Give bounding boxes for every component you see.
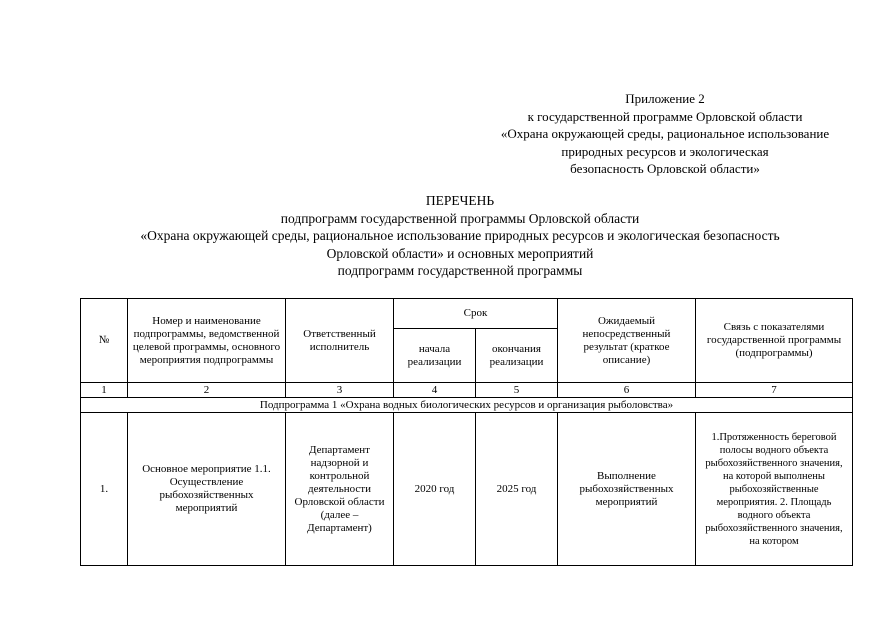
header-term: Срок bbox=[394, 299, 558, 329]
appendix-line: к государственной программе Орловской области bbox=[527, 108, 803, 124]
header-result: Ожидаемый непосредственный результат (краткое описание) bbox=[558, 299, 696, 383]
column-number: 4 bbox=[394, 383, 476, 398]
program-table bbox=[80, 298, 853, 566]
header-executor: Ответственный исполнитель bbox=[286, 299, 394, 383]
header-start: начала реализации bbox=[394, 329, 476, 383]
header-num: № bbox=[81, 299, 128, 383]
row-number: 1. bbox=[81, 413, 128, 566]
title-line: «Охрана окружающей среды, рациональное использование природных ресурсов и экологическая безопасность bbox=[140, 228, 780, 243]
column-number: 2 bbox=[128, 383, 286, 398]
row-name: Основное мероприятие 1.1. Осуществление рыбохозяйственных мероприятий bbox=[128, 413, 286, 566]
column-number: 7 bbox=[696, 383, 853, 398]
title-line: ПЕРЕЧЕНЬ bbox=[425, 193, 495, 208]
subprogram-title: Подпрограмма 1 «Охрана водных биологических ресурсов и организация рыболовства» bbox=[81, 398, 853, 413]
header-end: окончания реализации bbox=[476, 329, 558, 383]
row-end: 2025 год bbox=[476, 413, 558, 566]
appendix-line: «Охрана окружающей среды, рациональное использование bbox=[500, 126, 830, 141]
row-start: 2020 год bbox=[394, 413, 476, 566]
appendix-header bbox=[470, 90, 860, 178]
row-executor: Департамент надзорной и контрольной деятельности Орловской области (далее – Департамент) bbox=[286, 413, 394, 566]
document-title bbox=[60, 192, 860, 280]
title-line: Орловской области» и основных мероприятий bbox=[326, 245, 594, 261]
header-row bbox=[81, 299, 853, 329]
header-link: Связь с показателями государственной программы (подпрограммы) bbox=[696, 299, 853, 383]
appendix-line: безопасность Орловской области» bbox=[570, 161, 760, 176]
row-result: Выполнение рыбохозяйственных мероприятий bbox=[558, 413, 696, 566]
title-line: подпрограмм государственной программы Орловской области bbox=[280, 210, 640, 226]
header-name: Номер и наименование подпрограммы, ведомственной целевой программы, основного мероприятия подпрограммы bbox=[128, 299, 286, 383]
subprogram-row bbox=[81, 398, 853, 413]
column-number: 1 bbox=[81, 383, 128, 398]
column-number: 6 bbox=[558, 383, 696, 398]
row-link: 1.Протяженность береговой полосы водного объекта рыбохозяйственного значения, на которой выполнены рыбохозяйственные мероприятия. 2. Площадь водного объекта рыбохозяйственного значения, на котором bbox=[696, 413, 853, 566]
appendix-line: природных ресурсов и экологическая bbox=[561, 143, 769, 159]
column-number: 5 bbox=[476, 383, 558, 398]
table-row bbox=[81, 413, 853, 566]
column-number: 3 bbox=[286, 383, 394, 398]
appendix-line: Приложение 2 bbox=[625, 91, 705, 106]
title-line: подпрограмм государственной программы bbox=[337, 263, 583, 278]
column-number-row bbox=[81, 383, 853, 398]
